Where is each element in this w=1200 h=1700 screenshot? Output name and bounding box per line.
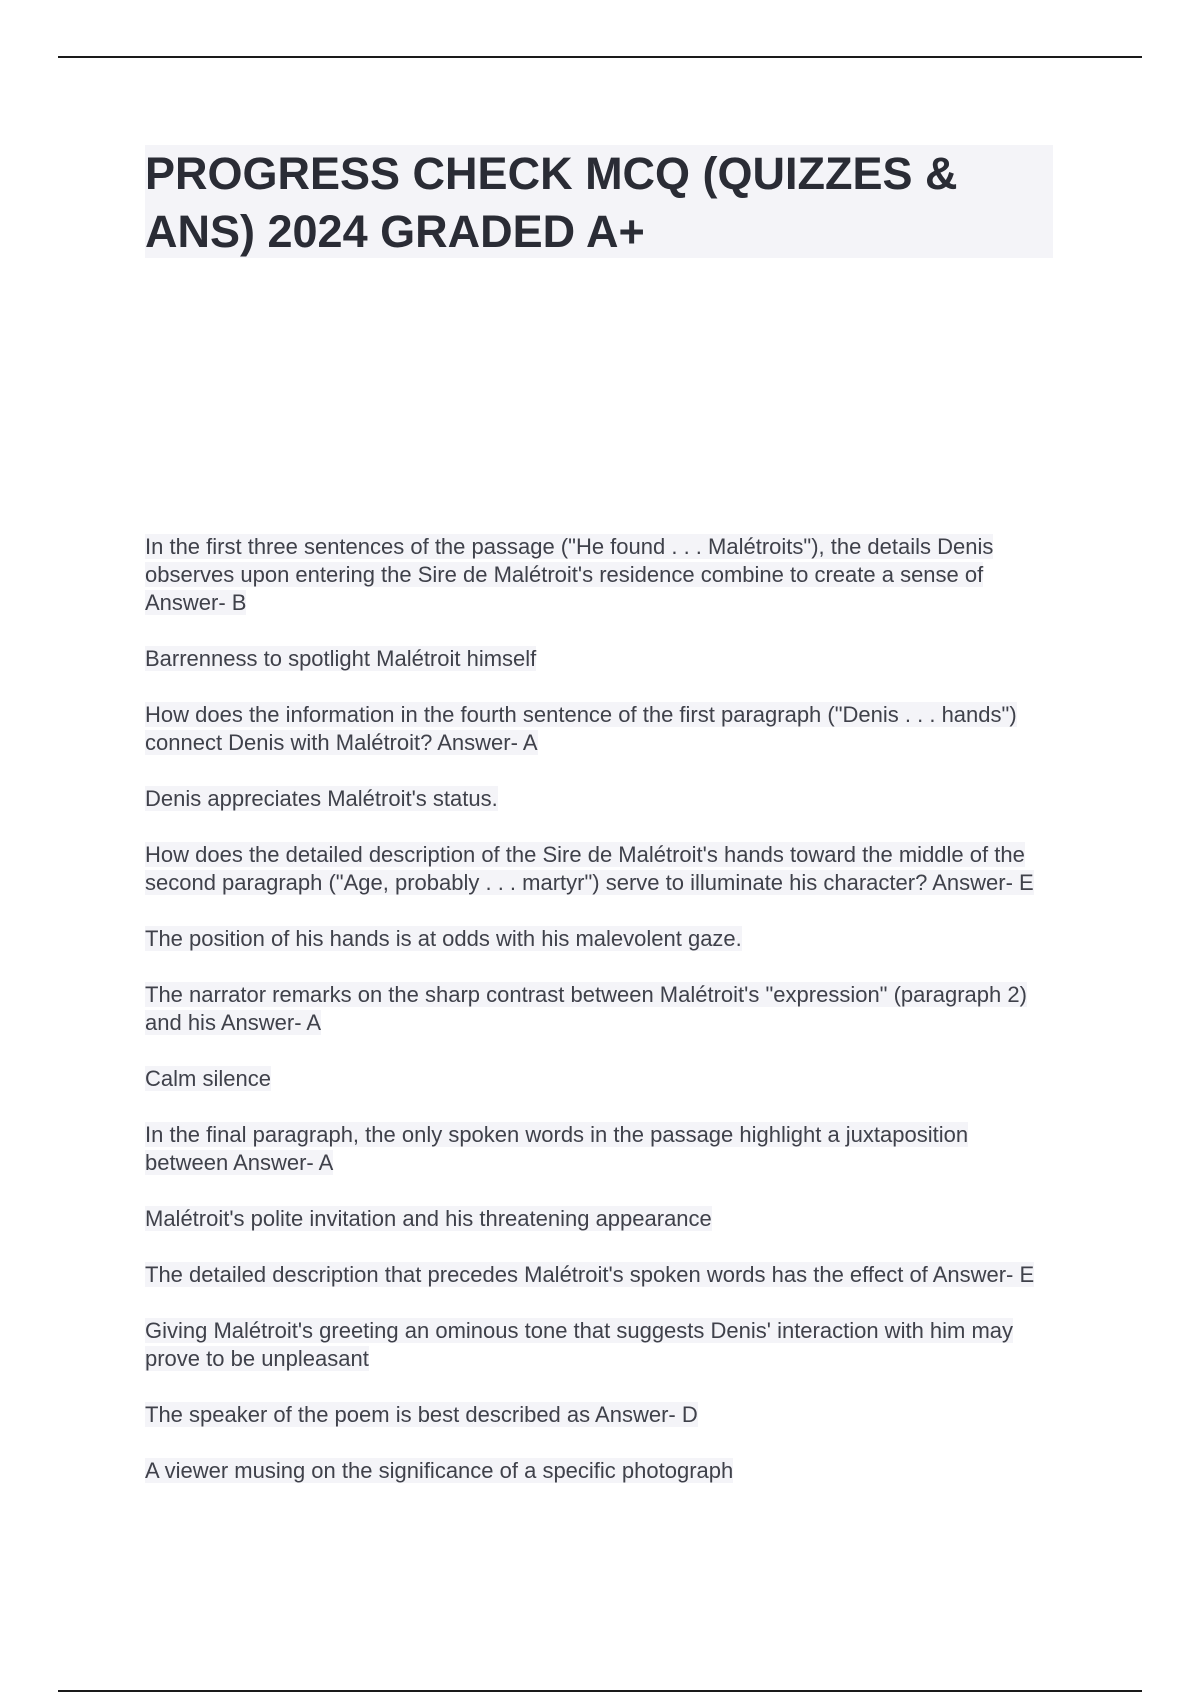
answer-7: A viewer musing on the significance of a specific photograph <box>145 1458 734 1483</box>
question-6: The detailed description that precedes Malétroit's spoken words has the effect of Answer- E <box>145 1262 1035 1287</box>
question-4: The narrator remarks on the sharp contrast between Malétroit's "expression" (paragraph 2) and his Answer- A <box>145 982 1027 1035</box>
answer-2: Denis appreciates Malétroit's status. <box>145 786 498 811</box>
answer-1: Barrenness to spotlight Malétroit himself <box>145 646 537 671</box>
answer-3: The position of his hands is at odds with his malevolent gaze. <box>145 926 742 951</box>
question-5: In the final paragraph, the only spoken words in the passage highlight a juxtaposition between Answer- A <box>145 1122 969 1175</box>
top-rule <box>58 56 1142 58</box>
document-title: PROGRESS CHECK MCQ (QUIZZES & ANS) 2024 GRADED A+ <box>145 148 958 257</box>
answer-6: Giving Malétroit's greeting an ominous tone that suggests Denis' interaction with him may prove to be unpleasant <box>145 1318 1014 1371</box>
question-2: How does the information in the fourth sentence of the first paragraph ("Denis . . . hands") connect Denis with Malétroit? Answer- A <box>145 702 1017 755</box>
answer-4: Calm silence <box>145 1066 271 1091</box>
qa-list <box>145 533 1055 1485</box>
bottom-rule <box>58 1690 1142 1692</box>
question-7: The speaker of the poem is best described as Answer- D <box>145 1402 698 1427</box>
question-3: How does the detailed description of the Sire de Malétroit's hands toward the middle of the second paragraph ("Age, probably . . . martyr") serve to illuminate his character? Answer- E <box>145 842 1034 895</box>
question-1: In the first three sentences of the passage ("He found . . . Malétroits"), the details Denis observes upon entering the Sire de Malétroit's residence combine to create a sense of Answer- B <box>145 534 994 615</box>
answer-5: Malétroit's polite invitation and his threatening appearance <box>145 1206 712 1231</box>
